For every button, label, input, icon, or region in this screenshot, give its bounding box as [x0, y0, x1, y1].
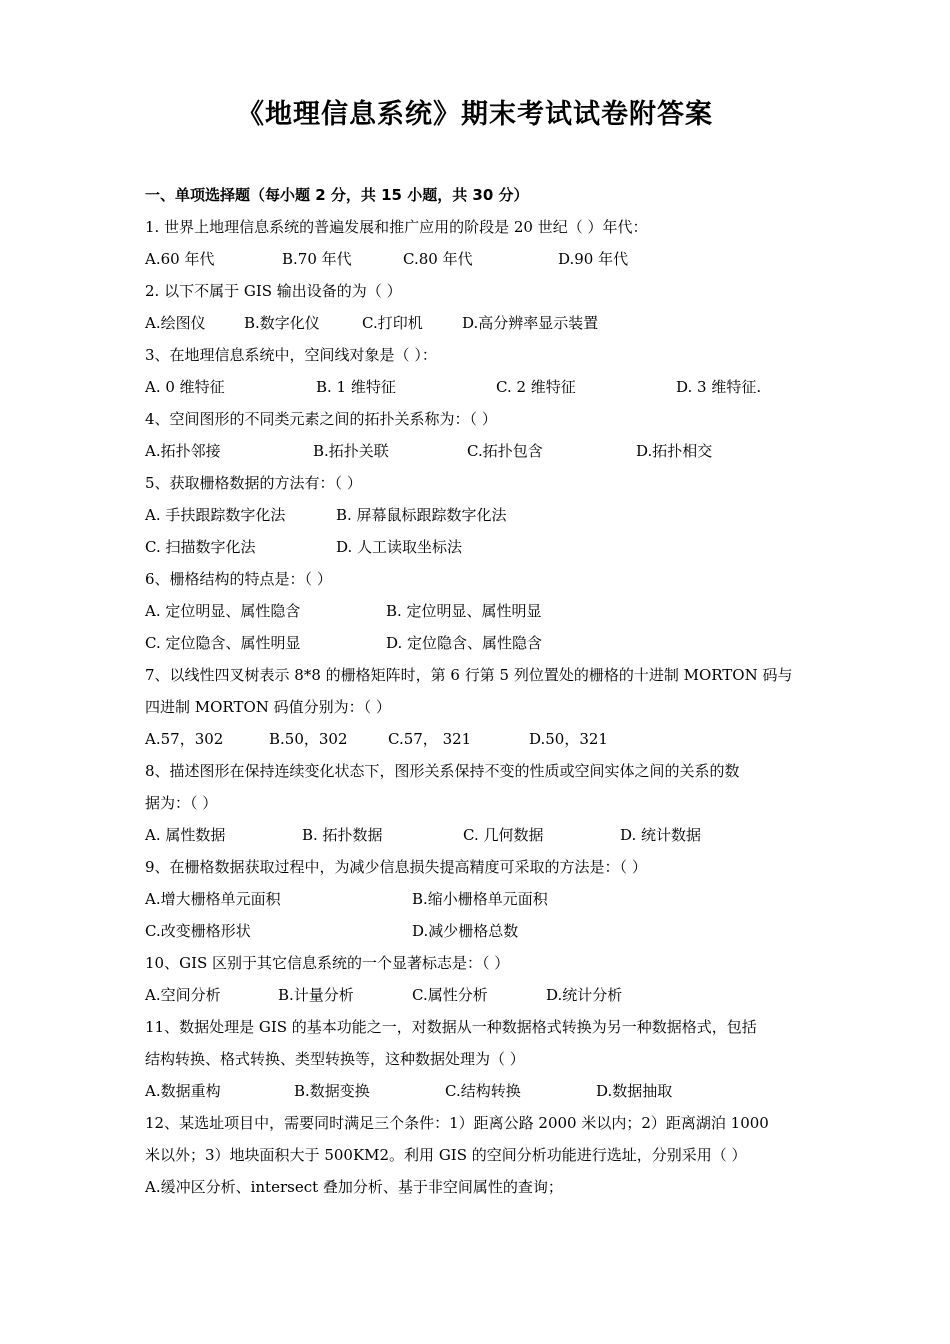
q11-option-c: C.结构转换: [445, 1082, 521, 1100]
question-1: 1. 世界上地理信息系统的普遍发展和推广应用的阶段是 20 世纪（ ）年代：: [145, 218, 648, 236]
q2-option-d: D.高分辨率显示装置: [462, 314, 599, 332]
q11-option-d: D.数据抽取: [596, 1082, 673, 1100]
q1-option-b: B.70 年代: [282, 250, 352, 268]
q7-option-b: B.50，302: [269, 730, 348, 748]
q10-option-b: B.计量分析: [278, 986, 354, 1004]
q9-option-a: A.增大栅格单元面积: [145, 890, 281, 908]
q8-option-c: C. 几何数据: [463, 826, 544, 844]
question-4: 4、空间图形的不同类元素之间的拓扑关系称为：（ ）: [145, 410, 497, 428]
q9-option-c: C.改变栅格形状: [145, 922, 251, 940]
question-8-line-1: 8、描述图形在保持连续变化状态下，图形关系保持不变的性质或空间实体之间的关系的数: [145, 762, 740, 780]
q3-option-a: A. 0 维特征: [145, 378, 225, 396]
q3-option-d: D. 3 维特征.: [676, 378, 762, 396]
q10-option-c: C.属性分析: [412, 986, 488, 1004]
q7-option-d: D.50，321: [529, 730, 608, 748]
question-12-line-2: 米以外；3）地块面积大于 500KM2。利用 GIS 的空间分析功能进行选址，分别采用（ ）: [145, 1146, 747, 1164]
question-10: 10、GIS 区别于其它信息系统的一个显著标志是：（ ）: [145, 954, 510, 972]
q6-option-c: C. 定位隐含、属性明显: [145, 634, 301, 652]
q4-option-c: C.拓扑包含: [467, 442, 543, 460]
question-5: 5、获取栅格数据的方法有：（ ）: [145, 474, 362, 492]
q6-option-a: A. 定位明显、属性隐含: [145, 602, 301, 620]
q7-option-a: A.57，302: [145, 730, 224, 748]
q4-option-b: B.拓扑关联: [313, 442, 389, 460]
q12-option-a: A.缓冲区分析、intersect 叠加分析、基于非空间属性的查询；: [145, 1178, 563, 1196]
q11-option-b: B.数据变换: [294, 1082, 370, 1100]
question-6: 6、栅格结构的特点是：（ ）: [145, 570, 332, 588]
question-2: 2. 以下不属于 GIS 输出设备的为（ ）: [145, 282, 402, 300]
q1-option-d: D.90 年代: [558, 250, 629, 268]
q6-option-b: B. 定位明显、属性明显: [386, 602, 542, 620]
q1-option-c: C.80 年代: [403, 250, 473, 268]
q11-option-a: A.数据重构: [145, 1082, 221, 1100]
q3-option-b: B. 1 维特征: [316, 378, 396, 396]
question-3: 3、在地理信息系统中，空间线对象是（ ）：: [145, 346, 437, 364]
section-heading: 一、单项选择题（每小题 2 分，共 15 小题，共 30 分）: [145, 186, 529, 204]
q8-option-b: B. 拓扑数据: [302, 826, 383, 844]
q9-option-b: B.缩小栅格单元面积: [412, 890, 548, 908]
q2-option-b: B.数字化仪: [244, 314, 320, 332]
q5-option-b: B. 屏幕鼠标跟踪数字化法: [336, 506, 507, 524]
q9-option-d: D.减少栅格总数: [412, 922, 519, 940]
q8-option-a: A. 属性数据: [145, 826, 226, 844]
question-7-line-1: 7、以线性四叉树表示 8*8 的栅格矩阵时，第 6 行第 5 列位置处的栅格的十进制 MORTON 码与: [145, 666, 793, 684]
q3-option-c: C. 2 维特征: [496, 378, 576, 396]
q1-option-a: A.60 年代: [145, 250, 215, 268]
q4-option-a: A.拓扑邻接: [145, 442, 221, 460]
question-12-line-1: 12、某选址项目中，需要同时满足三个条件：1）距离公路 2000 米以内；2）距离湖泊 1000: [145, 1114, 769, 1132]
q5-option-c: C. 扫描数字化法: [145, 538, 256, 556]
question-9: 9、在栅格数据获取过程中，为减少信息损失提高精度可采取的方法是：（ ）: [145, 858, 647, 876]
q2-option-a: A.绘图仪: [145, 314, 206, 332]
question-7-line-2: 四进制 MORTON 码值分别为：（ ）: [145, 698, 391, 716]
q2-option-c: C.打印机: [362, 314, 423, 332]
q5-option-d: D. 人工读取坐标法: [336, 538, 463, 556]
q10-option-d: D.统计分析: [546, 986, 623, 1004]
q7-option-c: C.57， 321: [388, 730, 472, 748]
q8-option-d: D. 统计数据: [620, 826, 702, 844]
question-8-line-2: 据为：（ ）: [145, 794, 218, 812]
q4-option-d: D.拓扑相交: [636, 442, 713, 460]
exam-title: 《地理信息系统》期末考试试卷附答案: [237, 99, 713, 130]
q5-option-a: A. 手扶跟踪数字化法: [145, 506, 286, 524]
q10-option-a: A.空间分析: [145, 986, 221, 1004]
question-11-line-1: 11、数据处理是 GIS 的基本功能之一，对数据从一种数据格式转换为另一种数据格式，包括: [145, 1018, 757, 1036]
q6-option-d: D. 定位隐含、属性隐含: [386, 634, 543, 652]
question-11-line-2: 结构转换、格式转换、类型转换等，这种数据处理为（ ）: [145, 1050, 525, 1068]
